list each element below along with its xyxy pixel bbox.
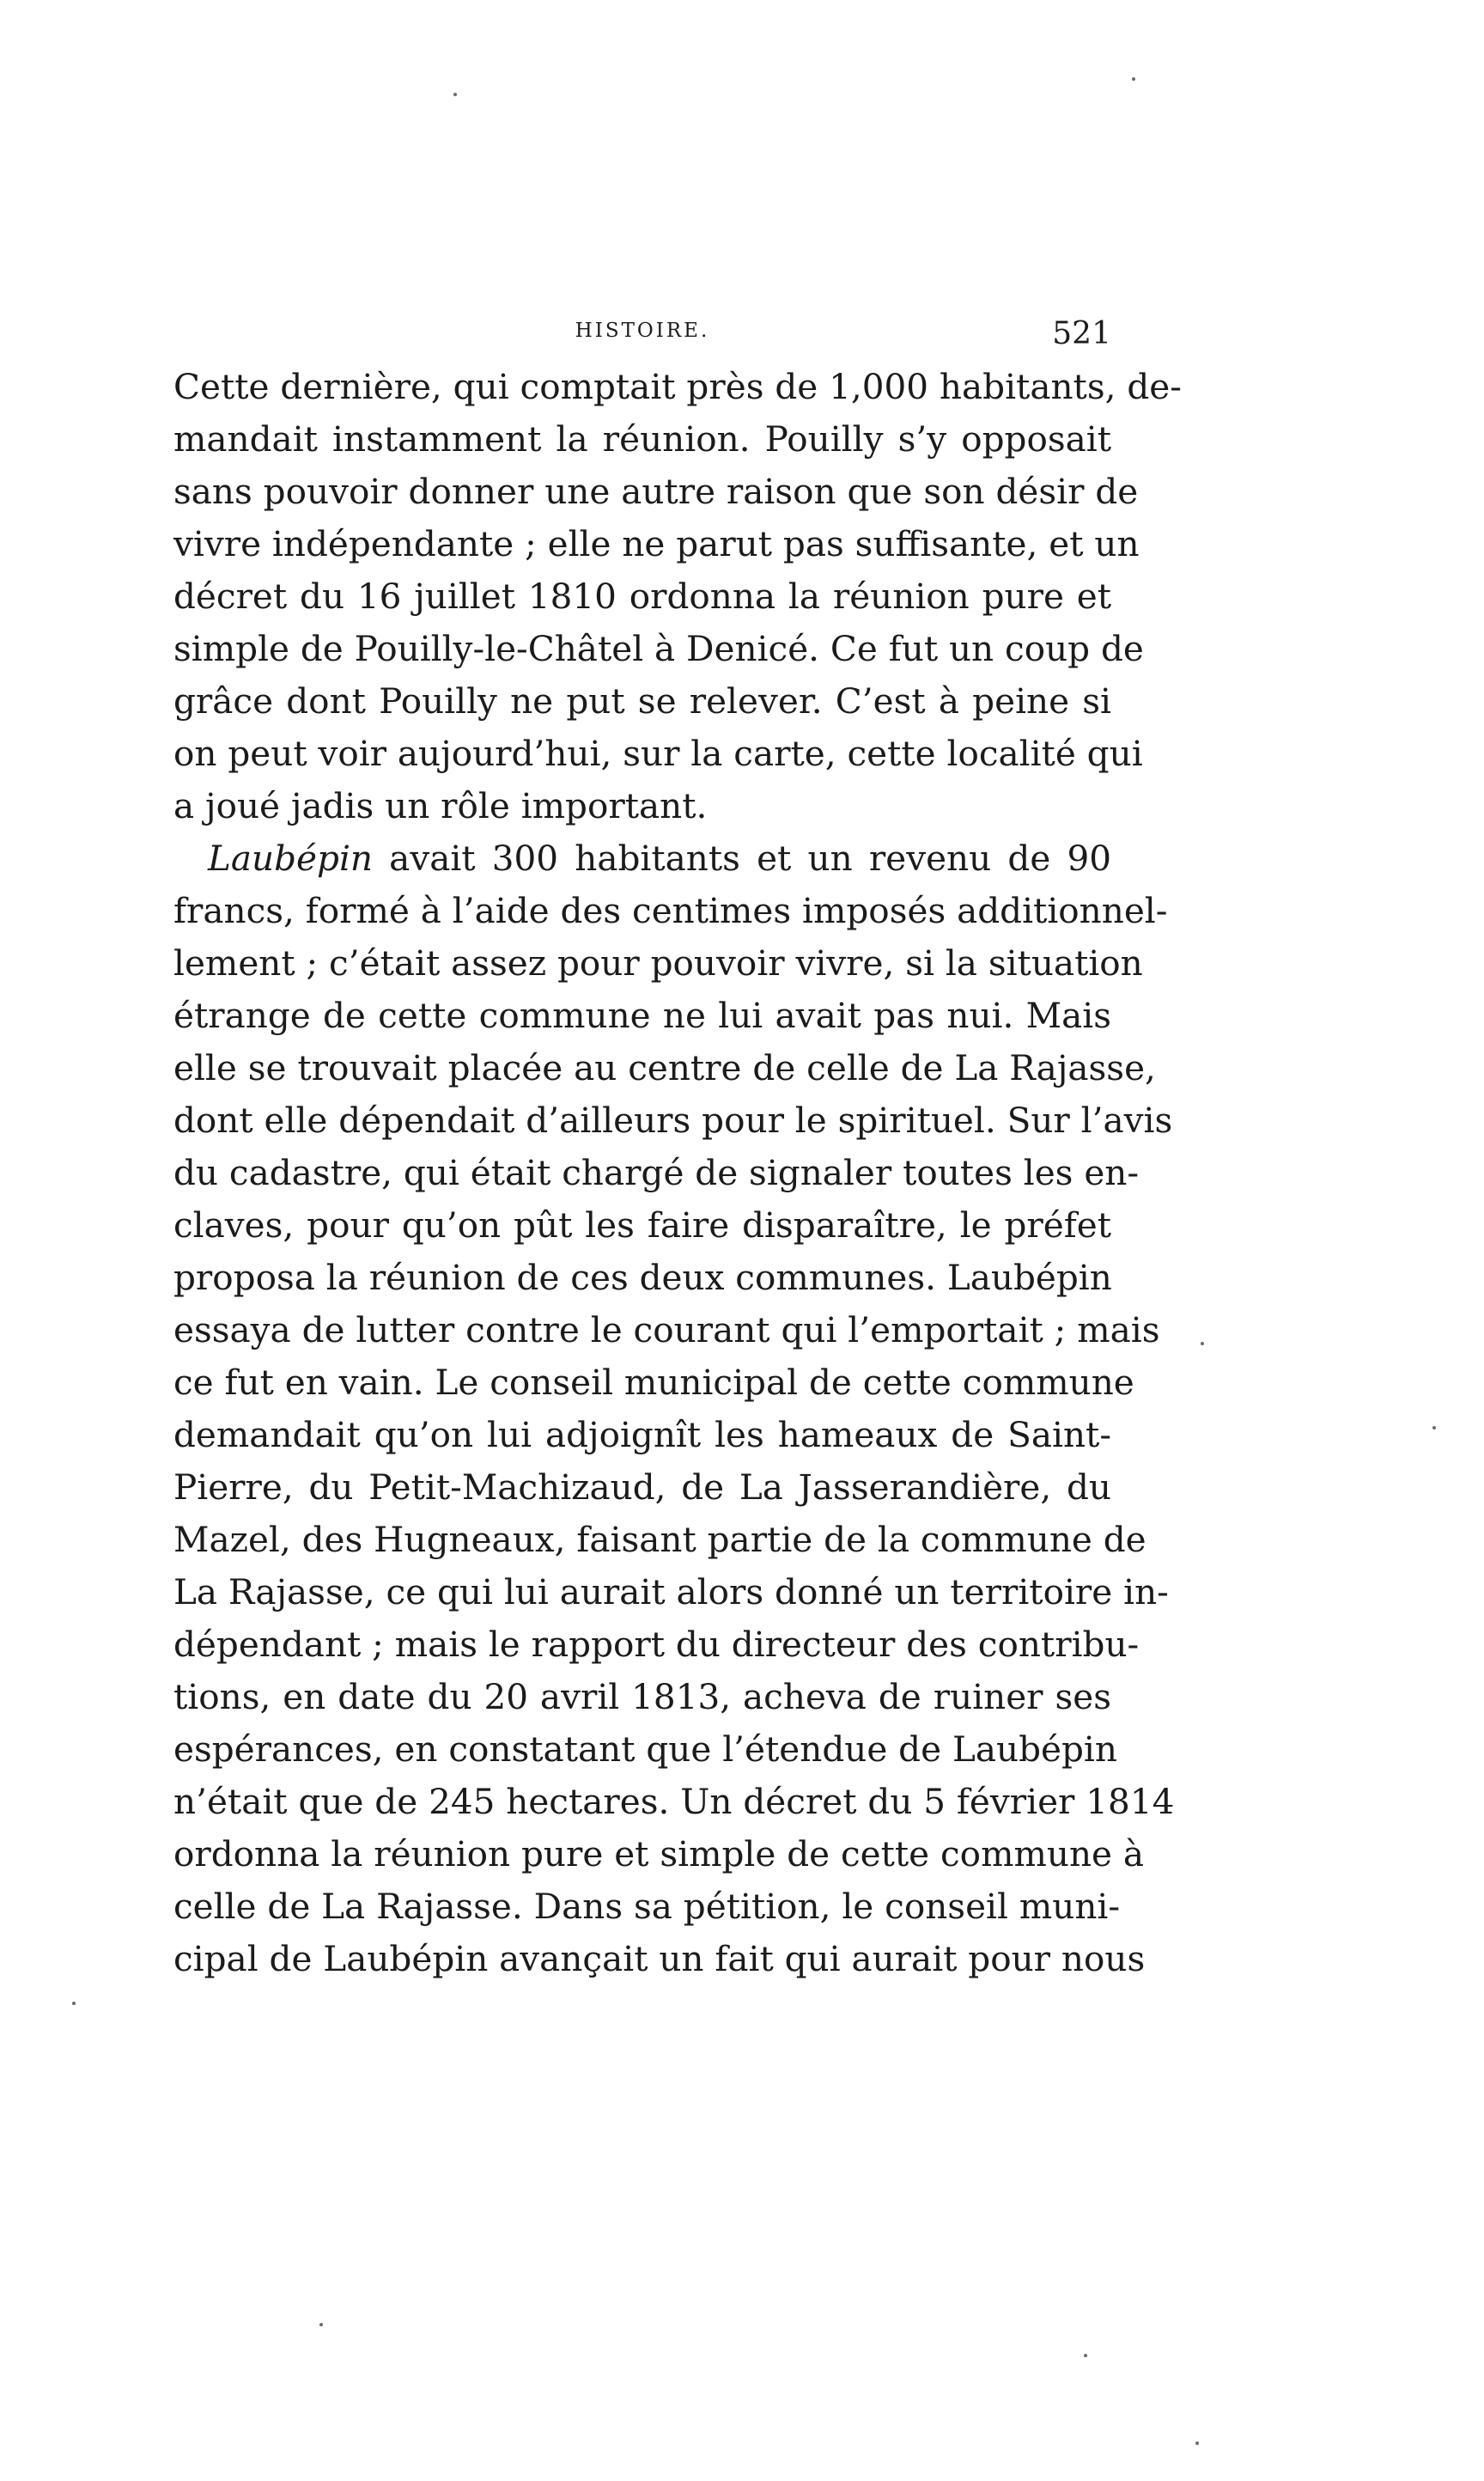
body-text	[173, 361, 1182, 1985]
text-line: dont elle dépendait d’ailleurs pour le spirituel. Sur l’avis	[173, 1100, 1173, 1141]
running-head: HISTOIRE.	[575, 320, 710, 342]
text-line: Pierre, du Petit-Machizaud, de La Jasserandière, du	[173, 1466, 1111, 1508]
text-line: Mazel, des Hugneaux, faisant partie de la commune de	[173, 1519, 1146, 1560]
scan-speck	[72, 2002, 76, 2005]
text-line: sans pouvoir donner une autre raison que son désir de	[173, 471, 1139, 512]
text-line: lement ; c’était assez pour pouvoir vivre, si la situation	[173, 942, 1143, 984]
scan-speck	[453, 93, 457, 96]
text-line: cipal de Laubépin avançait un fait qui aurait pour nous	[173, 1938, 1146, 1979]
text-line: espérances, en constatant que l’étendue de Laubépin	[173, 1728, 1117, 1770]
scan-speck	[1132, 77, 1135, 81]
text-line: tions, en date du 20 avril 1813, acheva de ruiner ses	[173, 1676, 1111, 1717]
text-line: claves, pour qu’on pût les faire disparaître, le préfet	[173, 1204, 1111, 1246]
text-line: mandait instamment la réunion. Pouilly s’y opposait	[173, 418, 1111, 460]
text-line: celle de La Rajasse. Dans sa pétition, le conseil muni-	[173, 1886, 1121, 1927]
scan-speck	[1084, 2354, 1087, 2357]
text-line: essaya de lutter contre le courant qui l’emportait ; mais	[173, 1309, 1160, 1350]
page-number: 521	[1052, 316, 1111, 351]
text-line: décret du 16 juillet 1810 ordonna la réunion pure et	[173, 576, 1111, 617]
scan-speck	[1432, 1426, 1436, 1429]
text-line: ordonna la réunion pure et simple de cette commune à	[173, 1833, 1145, 1874]
text-line: n’était que de 245 hectares. Un décret du 5 février 1814	[173, 1781, 1175, 1822]
text-line: a joué jadis un rôle important.	[173, 785, 708, 826]
page-header	[173, 316, 1111, 359]
text-line: elle se trouvait placée au centre de celle de La Rajasse,	[173, 1047, 1156, 1088]
text-line: simple de Pouilly-le-Châtel à Denicé. Ce fut un coup de	[173, 628, 1144, 669]
text-line: francs, formé à l’aide des centimes imposés additionnel-	[173, 890, 1168, 931]
text-line: étrange de cette commune ne lui avait pas nui. Mais	[173, 995, 1111, 1036]
italic-place-name: Laubépin	[208, 838, 373, 879]
paragraph-first-line	[173, 832, 1111, 885]
text-line: proposa la réunion de ces deux communes. Laubépin	[173, 1257, 1112, 1298]
text-line: La Rajasse, ce qui lui aurait alors donné un territoire in-	[173, 1571, 1169, 1612]
text-line: Cette dernière, qui comptait près de 1,000 habitants, de-	[173, 366, 1182, 407]
text-span: avait 300 habitants et un revenu de 90	[372, 838, 1111, 879]
text-line: ce fut en vain. Le conseil municipal de cette commune	[173, 1362, 1134, 1403]
text-line: demandait qu’on lui adjoignît les hameaux de Saint-	[173, 1414, 1111, 1455]
scan-speck	[319, 2323, 323, 2326]
text-line: grâce dont Pouilly ne put se relever. C’est à peine si	[173, 680, 1111, 722]
scan-speck	[1195, 2441, 1199, 2445]
text-line: on peut voir aujourd’hui, sur la carte, cette localité qui	[173, 733, 1143, 774]
scan-speck	[1201, 1342, 1204, 1345]
text-line: dépendant ; mais le rapport du directeur des contribu-	[173, 1624, 1140, 1665]
text-line: vivre indépendante ; elle ne parut pas suffisante, et un	[173, 523, 1140, 564]
text-line: du cadastre, qui était chargé de signaler toutes les en-	[173, 1152, 1140, 1193]
